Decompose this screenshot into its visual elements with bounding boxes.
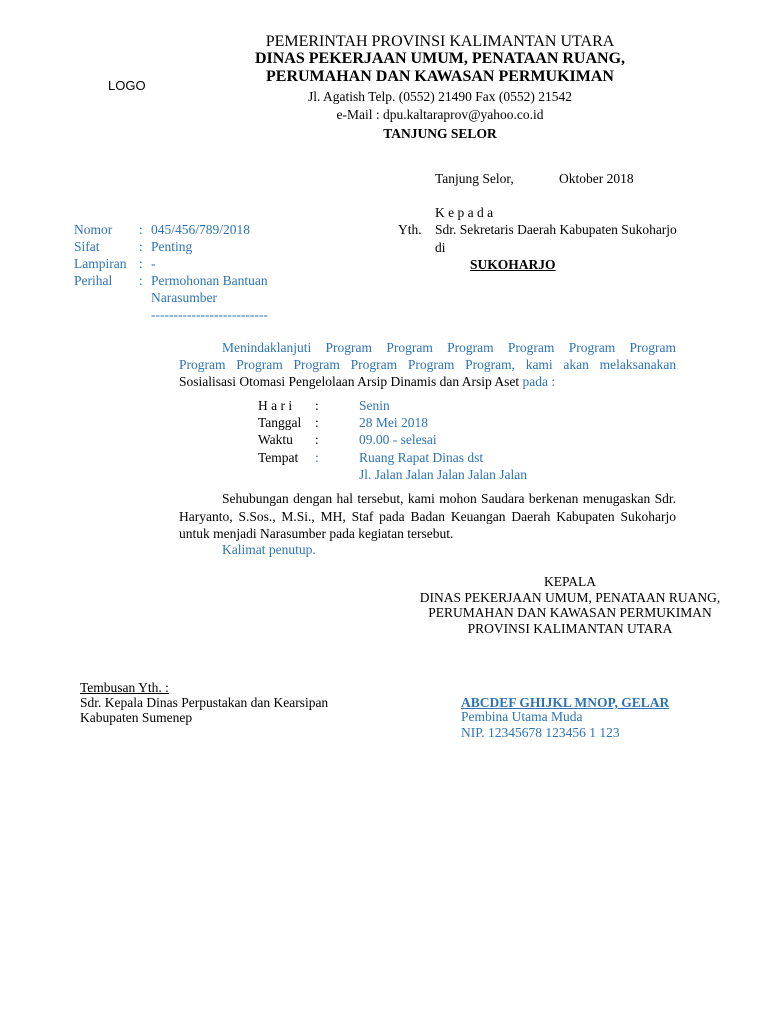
meta-value-sifat: Penting (151, 239, 193, 254)
meta-sep: : (139, 273, 143, 288)
body-paragraph2: Sehubungan dengan hal tersebut, kami mohon Saudara berkenan menugaskan Sdr. Haryanto, S.Sos., M.Si., MH, Staf pada Badan Keuangan Daerah Kabupaten Sukoharjo untuk menjadi Narasumber pada kegiatan tersebut. (179, 491, 676, 541)
signature-name: ABCDEF GHIJKL MNOP, GELAR (461, 695, 670, 710)
signature-title4: PROVINSI KALIMANTAN UTARA (467, 621, 673, 636)
perihal-rule: -------------------------- (151, 307, 268, 322)
meta-value-perihal: Permohonan Bantuan (151, 273, 268, 288)
signature-title1: KEPALA (543, 574, 596, 589)
meta-sep: : (139, 239, 143, 254)
schedule-label-hari: H a r i (258, 398, 293, 413)
kepada-label: K e p a d a (435, 205, 494, 220)
header-government: PEMERINTAH PROVINSI KALIMANTAN UTARA (265, 33, 615, 50)
header-email: e-Mail : dpu.kaltaraprov@yahoo.co.id (336, 107, 544, 122)
signature-title2: DINAS PEKERJAAN UMUM, PENATAAN RUANG, (419, 590, 721, 605)
schedule-value-tempat: Ruang Rapat Dinas dst (359, 450, 484, 465)
schedule-value-hari: Senin (359, 398, 390, 413)
body-paragraph1-line2: Program Program Program Program Program Program, kami akan melaksanakan (179, 357, 677, 372)
schedule-sep: : (315, 398, 319, 413)
schedule-value-tempat-cont: Jl. Jalan Jalan Jalan Jalan Jalan (359, 467, 527, 482)
meta-label-nomor: Nomor (74, 222, 113, 237)
cc-title: Tembusan Yth. : (80, 680, 169, 695)
meta-sep: : (139, 222, 143, 237)
date-place: Tanjung Selor, (435, 171, 514, 186)
recipient-city: SUKOHARJO (470, 257, 556, 272)
cc-line1: Sdr. Kepala Dinas Perpustakan dan Kearsipan (80, 695, 329, 710)
schedule-label-tempat: Tempat (258, 450, 299, 465)
date-month-year: Oktober 2018 (559, 171, 634, 186)
meta-value-nomor: 045/456/789/2018 (151, 222, 251, 237)
signature-rank: Pembina Utama Muda (461, 709, 583, 724)
logo-placeholder: LOGO (108, 78, 146, 93)
schedule-sep: : (315, 432, 319, 447)
body-paragraph1-line3: Sosialisasi Otomasi Pengelolaan Arsip Dinamis dan Arsip Aset pada : (179, 374, 556, 389)
schedule-label-waktu: Waktu (258, 432, 293, 447)
schedule-sep: : (315, 450, 319, 465)
header-office-line1: DINAS PEKERJAAN UMUM, PENATAAN RUANG, (254, 50, 626, 67)
yth-label: Yth. (398, 222, 422, 237)
meta-sep: : (139, 256, 143, 271)
body-paragraph1-line1: Menindaklanjuti Program Program Program Program Program Program (222, 340, 677, 355)
meta-value-lampiran: - (151, 256, 156, 271)
recipient-name: Sdr. Sekretaris Daerah Kabupaten Sukoharjo (435, 222, 677, 237)
meta-label-sifat: Sifat (74, 239, 100, 254)
meta-label-perihal: Perihal (74, 273, 113, 288)
meta-value-perihal-cont: Narasumber (151, 290, 217, 305)
closing-sentence: Kalimat penutup. (222, 542, 316, 557)
signature-nip: NIP. 12345678 123456 1 123 (461, 725, 620, 740)
header-office-line2: PERUMAHAN DAN KAWASAN PERMUKIMAN (266, 68, 614, 85)
schedule-value-tanggal: 28 Mei 2018 (359, 415, 428, 430)
schedule-label-tanggal: Tanggal (258, 415, 302, 430)
schedule-sep: : (315, 415, 319, 430)
cc-line2: Kabupaten Sumenep (80, 710, 193, 725)
schedule-value-waktu: 09.00 - selesai (359, 432, 437, 447)
meta-label-lampiran: Lampiran (74, 256, 127, 271)
recipient-di: di (435, 240, 446, 255)
header-city: TANJUNG SELOR (383, 126, 497, 141)
signature-title3: PERUMAHAN DAN KAWASAN PERMUKIMAN (428, 605, 712, 620)
header-address: Jl. Agatish Telp. (0552) 21490 Fax (0552) 21542 (308, 89, 572, 104)
